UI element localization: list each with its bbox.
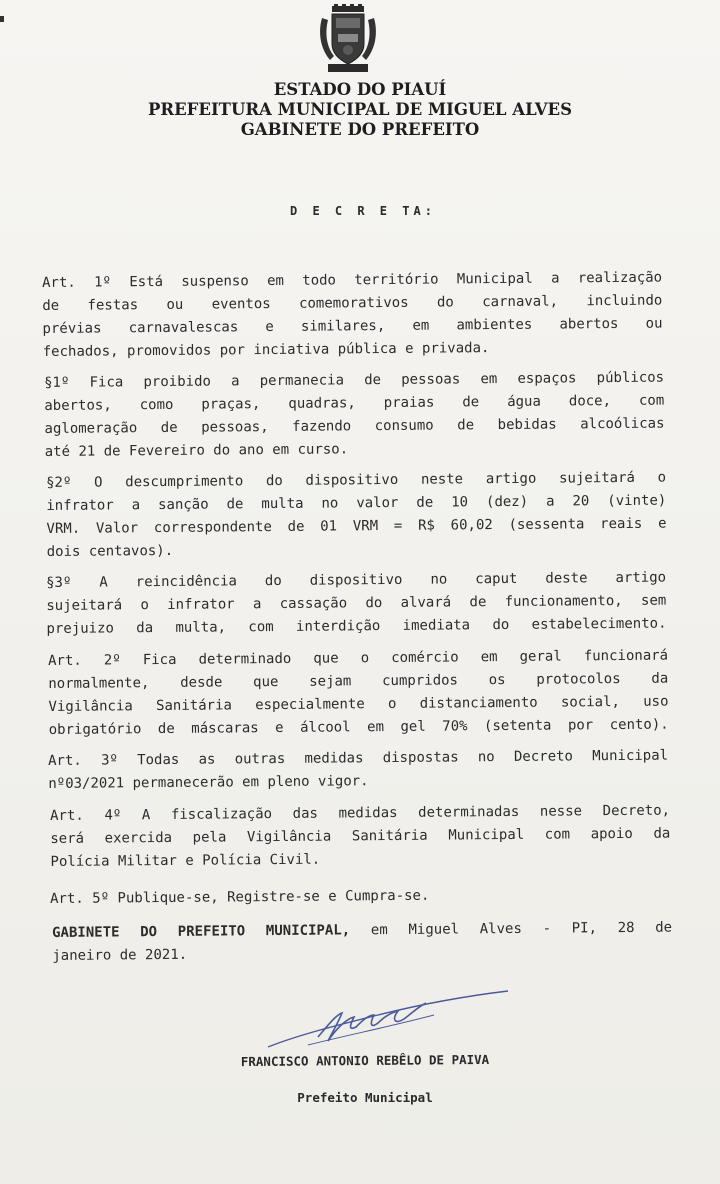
paragraph-1-line: abertos, como praças, quadras, praias de água doce, com <box>44 392 665 414</box>
paragraph-2-line: VRM. Valor correspondente de 01 VRM = R$ 60,02 (sessenta reais e <box>46 515 667 537</box>
coat-of-arms-icon <box>316 4 380 76</box>
handwritten-signature <box>258 985 518 1055</box>
article-1 <box>42 267 663 364</box>
article-1-line: prévias carnavalescas e similares, em ambientes abertos ou <box>42 315 663 337</box>
paragraph-3-line: §3º A reincidência do dispositivo no caput deste artigo <box>46 569 667 591</box>
closing-bold: GABINETE DO PREFEITO MUNICIPAL, <box>52 922 351 941</box>
paragraph-2-line: infrator a sanção de multa no valor de 10 (dez) a 20 (vinte) <box>46 492 667 514</box>
header-prefecture: PREFEITURA MUNICIPAL DE MIGUEL ALVES <box>147 100 573 119</box>
article-3 <box>48 745 668 796</box>
article-2 <box>48 645 669 742</box>
article-2-line: obrigatório de máscaras e álcool em gel 70% (setenta por cento). <box>48 716 669 738</box>
article-4-line: Polícia Militar e Polícia Civil. <box>50 851 321 870</box>
article-2-line: Art. 2º Fica determinado que o comércio em geral funcionará <box>48 647 669 669</box>
article-3-line: Art. 3º Todas as outras medidas dispostas no Decreto Municipal <box>48 747 669 769</box>
article-4-line: Art. 4º A fiscalização das medidas determinadas nesse Decreto, <box>50 802 671 824</box>
paragraph-2 <box>46 467 667 564</box>
paragraph-3-line: prejuizo da multa, com interdição imediata do estabelecimento. <box>46 615 667 637</box>
paragraph-2-line: §2º O descumprimento do dispositivo neste artigo sujeitará o <box>46 469 667 491</box>
header-cabinet: GABINETE DO PREFEITO <box>240 120 480 139</box>
article-3-line: nº03/2021 permanecerão em pleno vigor. <box>48 773 369 792</box>
signer-role: Prefeito Municipal <box>297 1090 433 1105</box>
article-5 <box>50 883 670 911</box>
decree-heading: D E C R E TA: <box>290 204 436 218</box>
article-1-line: fechados, promovidos por inciativa pública e privada. <box>42 340 490 360</box>
paragraph-1-line: aglomeração de pessoas, fazendo consumo de bebidas alcoólicas <box>44 415 665 437</box>
document-header <box>0 80 720 140</box>
paragraph-3-line: sujeitará o infrator a cassação do alvará de funcionamento, sem <box>46 592 667 614</box>
closing-statement <box>52 917 672 968</box>
article-1-line: Art. 1º Está suspenso em todo território Municipal a realização <box>42 269 663 291</box>
article-2-line: normalmente, desde que sejam cumpridos os protocolos da <box>48 670 669 692</box>
paragraph-3 <box>46 567 667 641</box>
article-2-line: Vigilância Sanitária especialmente o distanciamento social, uso <box>48 693 669 715</box>
article-5-line: Art. 5º Publique-se, Registre-se e Cumpra-se. <box>50 887 430 907</box>
header-state: ESTADO DO PIAUÍ <box>273 80 447 99</box>
closing-rest: em Miguel Alves - PI, 28 de <box>350 919 673 939</box>
article-4 <box>50 800 671 874</box>
closing-line-2: janeiro de 2021. <box>52 946 188 964</box>
signer-name: FRANCISCO ANTONIO REBÊLO DE PAIVA <box>240 1051 490 1070</box>
paragraph-1-line: §1º Fica proibido a permanecia de pessoas em espaços públicos <box>44 369 665 391</box>
paragraph-1-line: até 21 de Fevereiro do ano em curso. <box>44 441 349 460</box>
article-4-line: será exercida pela Vigilância Sanitária Municipal com apoio da <box>50 825 671 847</box>
paragraph-2-line: dois centavos). <box>46 542 174 560</box>
article-1-line: de festas ou eventos comemorativos do carnaval, incluindo <box>42 292 663 314</box>
paragraph-1 <box>44 367 665 464</box>
page-edge-mark <box>0 16 4 22</box>
